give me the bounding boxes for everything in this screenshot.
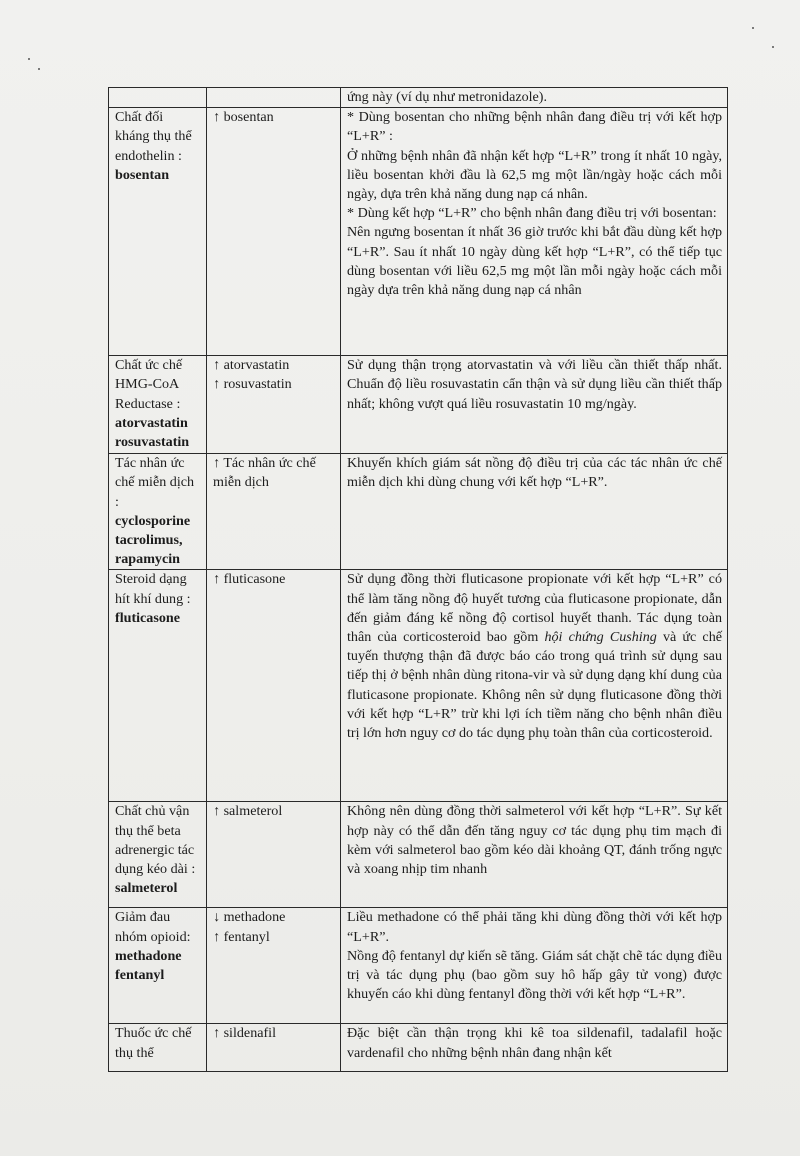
drug-name: fluticasone <box>115 609 180 626</box>
recommendation-cell <box>341 88 728 108</box>
recommendation-cell <box>341 570 728 802</box>
cell-text: Thuốc ức chế thụ thể <box>115 1025 192 1061</box>
table-row <box>109 454 728 570</box>
drug-name: fentanyl <box>115 967 165 984</box>
recommendation-cell <box>341 108 728 356</box>
cell-text: Giảm đau nhóm opioid: <box>115 909 191 945</box>
effect-cell <box>207 88 341 108</box>
cell-text: ứng này (ví dụ như metronidazole). <box>347 89 548 105</box>
drug-class-cell <box>109 454 207 570</box>
drug-name: bosentan <box>115 166 170 183</box>
cell-text: Đặc biệt cần thận trọng khi kê toa sildenafil, tadalafil hoặc vardenafil cho những bệnh nhân đang nhận kết <box>347 1025 722 1061</box>
table-row <box>109 908 728 1024</box>
text-segment: và ức chế tuyến thượng thận đã được báo cáo trong quá trình sử dụng sau tiếp thị ở bệnh nhân dùng ritona-vir và sử dụng dạng khí dung của fluticasone propionate. Không nên sử dụng fluticasone đồng thời với kết hợp “L+R” trừ khi lợi ích tiềm năng cho bệnh nhân điều trị lớn hơn nguy cơ do tác dụng phụ toàn thân của corticosteroid. <box>347 629 722 742</box>
cell-text: Không nên dùng đồng thời salmeterol với kết hợp “L+R”. Sự kết hợp này có thể dẫn đến tăng nguy cơ tác dụng phụ tim mạch đi kèm với salmeterol bao gồm kéo dài khoảng QT, đánh trống ngực và xoang nhịp tim nhanh <box>347 803 722 878</box>
drug-name: rapamycin <box>115 551 180 568</box>
recommendation-cell <box>341 908 728 1024</box>
cell-text: ↑ rosuvastatin <box>213 376 292 393</box>
drug-name: atorvastatin <box>115 414 188 431</box>
drug-name: methadone <box>115 947 182 964</box>
cell-text: Chất ức chế HMG-CoA Reductase : <box>115 357 183 412</box>
effect-cell <box>207 570 341 802</box>
cell-text: * Dùng kết hợp “L+R” cho bệnh nhân đang điều trị với bosentan: <box>347 205 717 222</box>
cell-text: Sử dụng thận trọng atorvastatin và với liều cần thiết thấp nhất. Chuẩn độ liều rosuvastatin cẩn thận và sử dụng liều cần thiết thấp nhất; không vượt quá liều rosuvastatin 10 mg/ngày. <box>347 357 722 412</box>
cell-text: ↑ Tác nhân ức chế miễn dịch <box>213 455 316 491</box>
drug-class-cell <box>109 570 207 802</box>
cell-text: Nên ngưng bosentan ít nhất 36 giờ trước khi bắt đầu dùng kết hợp “L+R”. Sau ít nhất 10 ngày dùng kết hợp “L+R”, có thể tiếp tục dùng bosentan với liều 62,5 mg một lần mỗi ngày hoặc cách mỗi ngày dựa trên khả năng dung nạp cá nhân <box>347 224 722 299</box>
table-row <box>109 1024 728 1072</box>
cell-text: ↑ fentanyl <box>213 928 270 945</box>
cell-text: ↑ bosentan <box>213 109 274 126</box>
cell-text: Ở những bệnh nhân đã nhận kết hợp “L+R” trong ít nhất 10 ngày, liều bosentan khởi đầu là 62,5 mg một lần/ngày hoặc cách mỗi ngày, dựa trên khả năng dung nạp cá nhân. <box>347 147 722 203</box>
cell-text: * Dùng bosentan cho những bệnh nhân đang điều trị với kết hợp “L+R” : <box>347 109 722 145</box>
scan-speck <box>772 46 774 48</box>
cell-text: Chất đối kháng thụ thể endothelin : <box>115 109 192 164</box>
table-row <box>109 570 728 802</box>
cell-text: Tác nhân ức chế miễn dịch : <box>115 455 195 510</box>
cell-text: ↑ fluticasone <box>213 571 286 588</box>
effect-cell <box>207 454 341 570</box>
recommendation-cell <box>341 454 728 570</box>
drug-interaction-table <box>108 87 728 1072</box>
scan-speck <box>752 27 754 29</box>
effect-cell <box>207 356 341 454</box>
table-row <box>109 88 728 108</box>
recommendation-cell <box>341 356 728 454</box>
effect-cell <box>207 802 341 908</box>
drug-class-cell <box>109 802 207 908</box>
effect-cell <box>207 908 341 1024</box>
recommendation-cell <box>341 802 728 908</box>
drug-name: cyclosporine <box>115 512 191 529</box>
cell-text: Nồng độ fentanyl dự kiến sẽ tăng. Giám sát chặt chẽ tác dụng điều trị và tác dụng phụ (bao gồm suy hô hấp gây tử vong) được khuyến cáo khi dùng fentanyl đồng thời với kết hợp “L+R”. <box>347 947 722 1003</box>
cell-text: Khuyến khích giám sát nồng độ điều trị của các tác nhân ức chế miễn dịch khi dùng chung với kết hợp “L+R”. <box>347 455 722 491</box>
table-row <box>109 108 728 356</box>
cell-text: ↑ atorvastatin <box>213 357 290 374</box>
cell-text: ↑ salmeterol <box>213 803 283 820</box>
drug-name: tacrolimus, <box>115 532 183 549</box>
cell-text: ↑ sildenafil <box>213 1025 277 1042</box>
cell-text: Steroid dạng hít khí dung : <box>115 571 191 607</box>
table-row <box>109 356 728 454</box>
drug-name: salmeterol <box>115 880 178 897</box>
cell-text <box>347 570 722 743</box>
scan-speck <box>28 58 30 60</box>
drug-class-cell <box>109 108 207 356</box>
scan-speck <box>38 68 40 70</box>
italic-term: hội chứng Cushing <box>544 629 657 646</box>
recommendation-cell <box>341 1024 728 1072</box>
cell-text: Liều methadone có thể phải tăng khi dùng đồng thời với kết hợp “L+R”. <box>347 909 722 945</box>
cell-text: ↓ methadone <box>213 909 286 926</box>
drug-class-cell <box>109 908 207 1024</box>
drug-name: rosuvastatin <box>115 434 190 451</box>
drug-class-cell <box>109 356 207 454</box>
drug-class-cell <box>109 1024 207 1072</box>
cell-text: Chất chủ vận thụ thể beta adrenergic tác dụng kéo dài : <box>115 803 196 878</box>
text-segment: Sử dụng đồng thời fluticasone propionate với kết hợp “L+R” có thể làm tăng nồng độ huyết tương của fluticasone propionate, dẫn đến giảm đáng kể nồng độ cortisol huyết thanh. Tác dụng toàn thân của corticosteroid bao gồm <box>347 571 722 646</box>
effect-cell <box>207 1024 341 1072</box>
effect-cell <box>207 108 341 356</box>
drug-class-cell <box>109 88 207 108</box>
table-row <box>109 802 728 908</box>
